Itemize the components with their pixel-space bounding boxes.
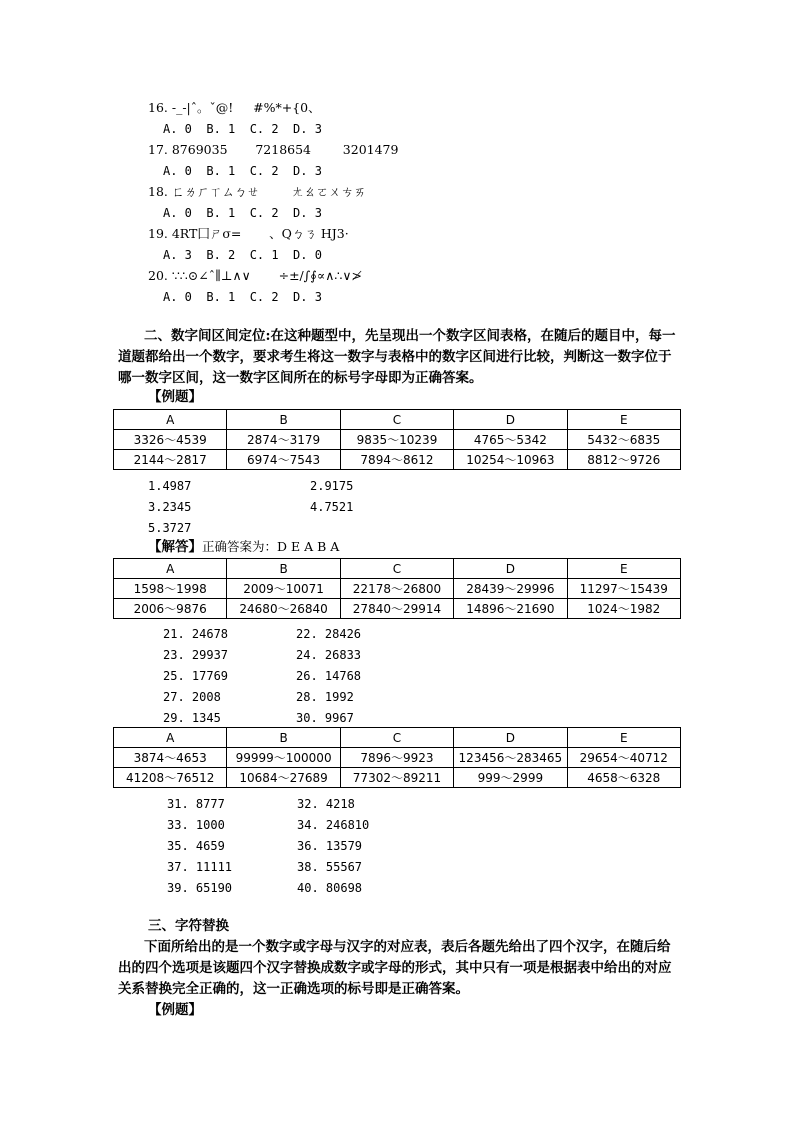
col-header-b: B — [227, 728, 340, 748]
table-cell: 27840～29914 — [340, 599, 453, 619]
example-item: 3.2345 — [148, 500, 192, 514]
col-header-b: B — [227, 410, 340, 430]
table-cell: 999～2999 — [454, 768, 567, 788]
list-item: 33. 1000 — [167, 818, 225, 832]
table-cell: 1598～1998 — [114, 579, 227, 599]
list-item: 24. 26833 — [296, 648, 362, 662]
example-item: 1.4987 — [148, 479, 192, 493]
col-header-d: D — [454, 410, 567, 430]
table-cell: 2144～2817 — [114, 450, 227, 470]
table-cell: 8812～9726 — [567, 450, 680, 470]
list-item: 23. 29937 — [163, 648, 229, 662]
interval-table-2 — [113, 558, 681, 619]
table-cell: 3326～4539 — [114, 430, 227, 450]
table-header-row — [114, 559, 681, 579]
table-row — [114, 768, 681, 788]
example-item: 4.7521 — [310, 500, 354, 514]
interval-table-1 — [113, 409, 681, 470]
question-18: 18. ㄈㄌㄏㄒㄙㄅㄝ ㄤㄠㄛㄨㄘㄞ — [148, 184, 367, 199]
table-cell: 10684～27689 — [227, 768, 340, 788]
answer-label: 【解答】 — [148, 539, 202, 555]
table-cell: 14896～21690 — [454, 599, 567, 619]
list-item: 40. 80698 — [297, 881, 363, 895]
table-cell: 10254～10963 — [454, 450, 567, 470]
col-header-a: A — [114, 728, 227, 748]
col-header-a: A — [114, 410, 227, 430]
example-item: 5.3727 — [148, 521, 192, 535]
table-cell: 29654～40712 — [567, 748, 680, 768]
list-item: 38. 55567 — [297, 860, 363, 874]
list-item: 26. 14768 — [296, 669, 362, 683]
question-19: 19. 4RT囗ㄕσ= 、Qㄅㄋ HJ3· — [148, 226, 349, 241]
col-header-d: D — [454, 559, 567, 579]
section-3-intro: 下面所给出的是一个数字或字母与汉字的对应表，表后各题先给出了四个汉字，在随后给出的四个选项是该题四个汉字替换成数字或字母的形式，其中只有一项是根据表中给出的对应关系替换完全正确的，这一正确选项的标号即是正确答案。 — [118, 939, 672, 997]
section-3-title: 三、字符替换 — [148, 918, 229, 934]
answer-line — [148, 539, 339, 555]
col-header-d: D — [454, 728, 567, 748]
col-header-e: E — [567, 559, 680, 579]
table-row — [114, 748, 681, 768]
list-item: 31. 8777 — [167, 797, 225, 811]
question-16-options: A. 0 B. 1 C. 2 D. 3 — [163, 122, 322, 136]
question-16: 16. ‐_‐|ˆ。ˇ@! #%*+{0、 — [148, 100, 321, 115]
question-17-options: A. 0 B. 1 C. 2 D. 3 — [163, 164, 322, 178]
table-cell: 99999～100000 — [227, 748, 340, 768]
col-header-a: A — [114, 559, 227, 579]
table-cell: 4765～5342 — [454, 430, 567, 450]
table-cell: 28439～29996 — [454, 579, 567, 599]
col-header-b: B — [227, 559, 340, 579]
col-header-c: C — [340, 410, 453, 430]
list-item: 27. 2008 — [163, 690, 221, 704]
question-20-options: A. 0 B. 1 C. 2 D. 3 — [163, 290, 322, 304]
col-header-c: C — [340, 559, 453, 579]
table-cell: 123456～283465 — [454, 748, 567, 768]
table-header-row — [114, 410, 681, 430]
table-cell: 7896～9923 — [340, 748, 453, 768]
question-18-options: A. 0 B. 1 C. 2 D. 3 — [163, 206, 322, 220]
list-item: 36. 13579 — [297, 839, 363, 853]
list-item: 34. 246810 — [297, 818, 370, 832]
table-cell: 24680～26840 — [227, 599, 340, 619]
col-header-e: E — [567, 410, 680, 430]
table-header-row — [114, 728, 681, 748]
table-row — [114, 430, 681, 450]
list-item: 32. 4218 — [297, 797, 355, 811]
list-item: 22. 28426 — [296, 627, 362, 641]
table-cell: 9835～10239 — [340, 430, 453, 450]
table-cell: 1024～1982 — [567, 599, 680, 619]
list-item: 35. 4659 — [167, 839, 225, 853]
table-cell: 3874～4653 — [114, 748, 227, 768]
list-item: 28. 1992 — [296, 690, 354, 704]
table-cell: 2009～10071 — [227, 579, 340, 599]
table-cell: 41208～76512 — [114, 768, 227, 788]
interval-table-3 — [113, 727, 681, 788]
answer-text: 正确答案为：D E A B A — [202, 539, 340, 554]
table-cell: 5432～6835 — [567, 430, 680, 450]
table-cell: 7894～8612 — [340, 450, 453, 470]
example-item: 2.9175 — [310, 479, 354, 493]
list-item: 21. 24678 — [163, 627, 229, 641]
table-cell: 4658～6328 — [567, 768, 680, 788]
table-cell: 2874～3179 — [227, 430, 340, 450]
col-header-e: E — [567, 728, 680, 748]
table-row — [114, 579, 681, 599]
table-cell: 6974～7543 — [227, 450, 340, 470]
table-row — [114, 450, 681, 470]
section-3-example-label: 【例题】 — [148, 1002, 202, 1018]
list-item: 39. 65190 — [167, 881, 233, 895]
list-item: 25. 17769 — [163, 669, 229, 683]
example-label: 【例题】 — [148, 389, 202, 405]
list-item: 29. 1345 — [163, 711, 221, 725]
list-item: 30. 9967 — [296, 711, 354, 725]
col-header-c: C — [340, 728, 453, 748]
question-20: 20. ∵∴⊙∠ˆ∥⊥∧∨ ÷±/∫∮∝∧∴∨≯ — [148, 268, 362, 283]
table-cell: 22178～26800 — [340, 579, 453, 599]
question-19-options: A. 3 B. 2 C. 1 D. 0 — [163, 248, 322, 262]
table-cell: 77302～89211 — [340, 768, 453, 788]
list-item: 37. 11111 — [167, 860, 233, 874]
section-2-intro: 二、数字间区间定位:在这种题型中，先呈现出一个数字区间表格，在随后的题目中，每一道题都给出一个数字，要求考生将这一数字与表格中的数字区间进行比较，判断这一数字位于哪一数字区间，这一数字区间所在的标号字母即为正确答案。 — [118, 328, 676, 386]
question-17: 17. 8769035 7218654 3201479 — [148, 142, 399, 157]
table-row — [114, 599, 681, 619]
table-cell: 11297～15439 — [567, 579, 680, 599]
table-cell: 2006～9876 — [114, 599, 227, 619]
